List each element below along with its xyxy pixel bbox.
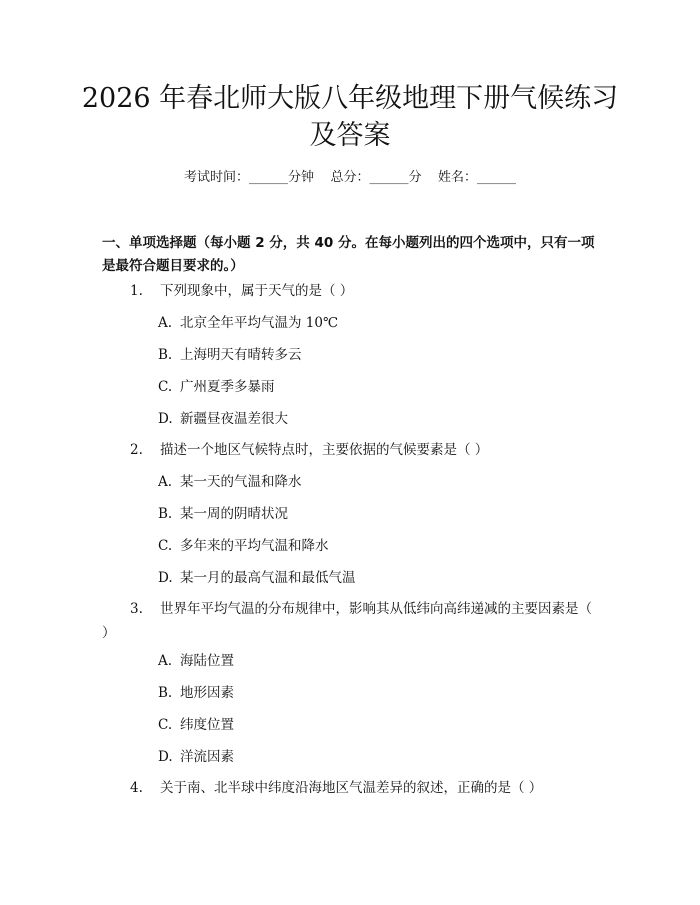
- question-3: [102, 597, 602, 645]
- option-2-c: [158, 536, 329, 556]
- option-text: 北京全年平均气温为 10℃: [180, 315, 339, 331]
- option-3-d: [158, 747, 234, 767]
- option-letter: A.: [158, 315, 173, 331]
- option-letter: C.: [158, 538, 173, 554]
- option-letter: C.: [158, 717, 173, 733]
- option-text: 多年来的平均气温和降水: [180, 538, 329, 554]
- option-text: 地形因素: [180, 685, 234, 701]
- option-letter: D.: [158, 749, 173, 765]
- question-number: 4.: [130, 780, 143, 796]
- option-text: 海陆位置: [180, 653, 234, 669]
- option-1-a: [158, 313, 338, 333]
- option-text: 纬度位置: [180, 717, 234, 733]
- option-text: 广州夏季多暴雨: [180, 379, 275, 395]
- question-number: 1.: [130, 283, 143, 299]
- option-text: 某一天的气温和降水: [180, 474, 302, 490]
- option-text: 上海明天有晴转多云: [180, 347, 302, 363]
- exam-info-line: 考试时间：______分钟 总分：______分 姓名：______: [183, 170, 517, 185]
- option-letter: B.: [158, 685, 173, 701]
- option-letter: D.: [158, 411, 173, 427]
- option-2-d: [158, 568, 356, 588]
- option-2-b: [158, 504, 288, 524]
- option-3-b: [158, 683, 234, 703]
- option-text: 洋流因素: [180, 749, 234, 765]
- option-1-d: [158, 409, 288, 429]
- document-title-line-2: 及答案: [309, 120, 391, 151]
- question-number: 3.: [130, 601, 143, 617]
- question-1: [102, 279, 602, 303]
- option-letter: B.: [158, 506, 173, 522]
- question-text: 下列现象中，属于天气的是（ ）: [160, 283, 354, 299]
- question-text: 关于南、北半球中纬度沿海地区气温差异的叙述，正确的是（ ）: [160, 780, 543, 796]
- option-1-b: [158, 345, 302, 365]
- question-2: [102, 438, 602, 462]
- option-letter: A.: [158, 653, 173, 669]
- option-text: 新疆昼夜温差很大: [180, 411, 288, 427]
- question-4: [102, 776, 602, 800]
- option-text: 某一周的阴晴状况: [180, 506, 288, 522]
- question-number: 2.: [130, 442, 143, 458]
- option-text: 某一月的最高气温和最低气温: [180, 570, 356, 586]
- section-heading: 一、单项选择题（每小题 2 分，共 40 分。在每小题列出的四个选项中，只有一项是最符合题目要求的。）: [102, 235, 595, 274]
- option-1-c: [158, 377, 275, 397]
- question-text: 描述一个地区气候特点时，主要依据的气候要素是（ ）: [160, 442, 489, 458]
- option-letter: B.: [158, 347, 173, 363]
- option-2-a: [158, 472, 302, 492]
- option-3-a: [158, 651, 234, 671]
- question-text: 世界年平均气温的分布规律中，影响其从低纬向高纬递减的主要因素是（ ）: [102, 601, 592, 641]
- option-3-c: [158, 715, 234, 735]
- document-title-line-1: 2026 年春北师大版八年级地理下册气候练习: [81, 83, 619, 114]
- option-letter: D.: [158, 570, 173, 586]
- option-letter: C.: [158, 379, 173, 395]
- option-letter: A.: [158, 474, 173, 490]
